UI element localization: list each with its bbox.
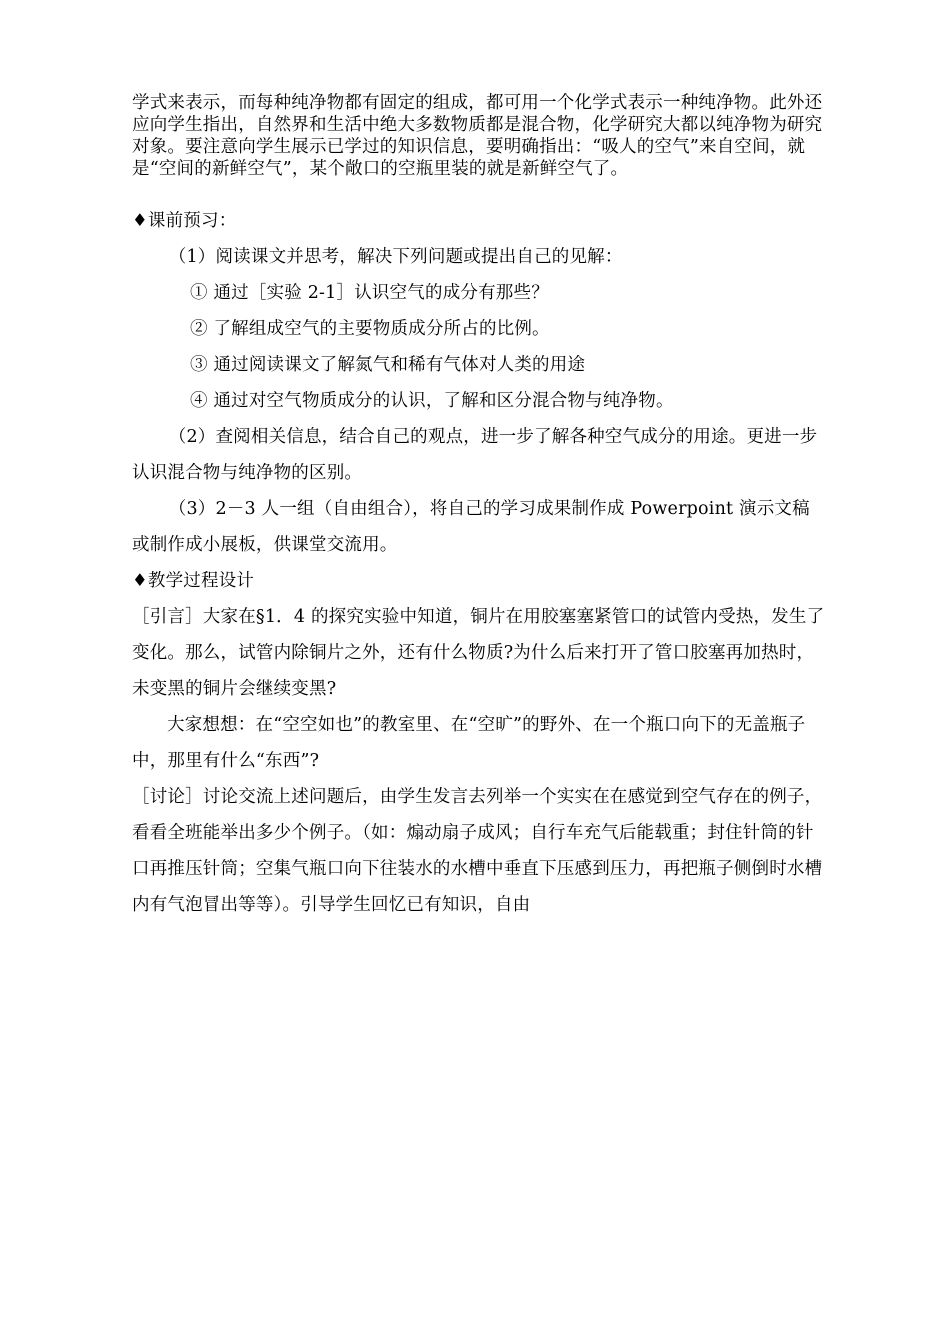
discussion-paragraph: ［讨论］讨论交流上述问题后，由学生发言去列举一个实实在在感觉到空气存在的例子，看看全班能举出多少个例子。（如：煽动扇子成风；自行车充气后能载重；封住针筒的针口再推压针筒；空集气瓶口向下往装水的水槽中垂直下压感到压力，再把瓶子侧倒时水槽内有气泡冒出等等）。引导学生回忆已有知识，自由 <box>132 787 823 915</box>
sub-item-2: ② 了解组成空气的主要物质成分所占的比例。 <box>190 319 550 339</box>
sub-item-1: ① 通过［实验 2-1］认识空气的成分有那些？ <box>190 283 549 303</box>
main-section <box>132 203 826 923</box>
preview-item-3: （3）2－3 人一组（自由组合），将自己的学习成果制作成 Powerpoint 演示文稿或制作成小展板，供课堂交流用。 <box>132 499 810 555</box>
sub-item-3: ③ 通过阅读课文了解氮气和稀有气体对人类的用途 <box>190 355 586 375</box>
preview-item-2: （2）查阅相关信息，结合自己的观点，进一步了解各种空气成分的用途。更进一步认识混合物与纯净物的区别。 <box>132 427 818 483</box>
preview-item-1: （1）阅读课文并思考，解决下列问题或提出自己的见解： <box>168 247 623 267</box>
intro-section <box>132 92 826 180</box>
sub-item-4: ④ 通过对空气物质成分的认识，了解和区分混合物与纯净物。 <box>190 391 674 411</box>
intro-paragraph: 学式来表示，而每种纯净物都有固定的组成，都可用一个化学式表示一种纯净物。此外还应向学生指出，自然界和生活中绝大多数物质都是混合物，化学研究大都以纯净物为研究对象。要注意向学生展示已学过的知识信息，要明确指出：“吸人的空气”来自空间，就是“空间的新鲜空气”，某个敞口的空瓶里装的就是新鲜空气了。 <box>132 93 823 179</box>
process-heading: ♦教学过程设计 <box>132 571 255 591</box>
preview-heading: ♦课前预习： <box>132 211 237 231</box>
think-paragraph: 大家想想：在“空空如也”的教室里、在“空旷”的野外、在一个瓶口向下的无盖瓶子中，那里有什么“东西”? <box>132 715 806 771</box>
intro-label-paragraph: ［引言］大家在§1．4 的探究实验中知道，铜片在用胶塞塞紧管口的试管内受热，发生了变化。那么，试管内除铜片之外，还有什么物质?为什么后来打开了管口胶塞再加热时，未变黑的铜片会继续变黑? <box>132 607 825 699</box>
